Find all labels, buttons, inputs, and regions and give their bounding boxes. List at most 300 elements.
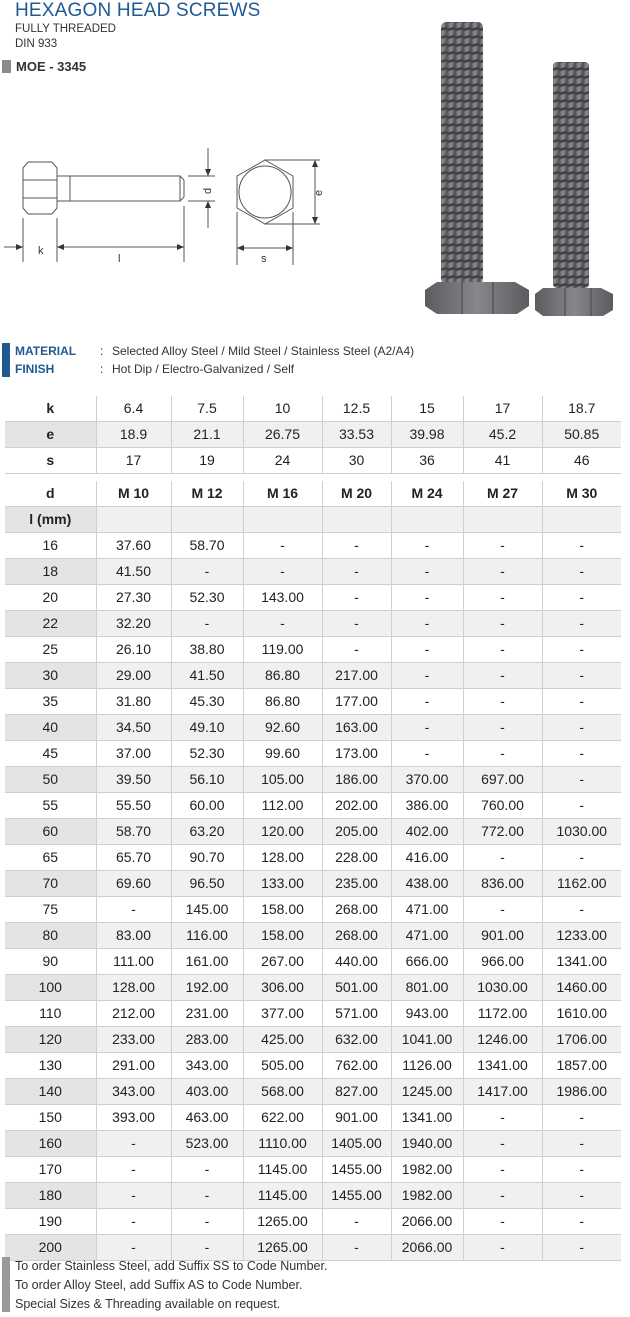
price-cell: 1405.00 (322, 1131, 391, 1157)
price-cell: - (463, 1235, 542, 1261)
table-row (5, 585, 621, 611)
price-cell: - (542, 1235, 621, 1261)
note-alloy: To order Alloy Steel, add Suffix AS to Code Number. (15, 1278, 303, 1292)
dimension-cell: 30 (322, 448, 391, 474)
price-cell: - (542, 1157, 621, 1183)
price-cell: - (171, 1209, 243, 1235)
price-cell: - (322, 585, 391, 611)
price-cell: 370.00 (391, 767, 463, 793)
price-cell: 471.00 (391, 897, 463, 923)
length-cell: 120 (5, 1027, 96, 1053)
price-cell: - (171, 1157, 243, 1183)
price-cell: - (463, 689, 542, 715)
length-cell: 150 (5, 1105, 96, 1131)
price-cell: 235.00 (322, 871, 391, 897)
length-cell: 80 (5, 923, 96, 949)
price-cell: - (391, 559, 463, 585)
price-cell: - (463, 741, 542, 767)
table-row (5, 793, 621, 819)
price-cell: 29.00 (96, 663, 171, 689)
length-cell: 30 (5, 663, 96, 689)
price-cell: - (542, 715, 621, 741)
size-header: M 27 (463, 481, 542, 507)
empty-cell (463, 507, 542, 533)
price-cell: 1145.00 (243, 1157, 322, 1183)
dimension-cell: 36 (391, 448, 463, 474)
price-cell: 177.00 (322, 689, 391, 715)
price-cell: - (542, 533, 621, 559)
price-cell: 1162.00 (542, 871, 621, 897)
price-cell: 1341.00 (463, 1053, 542, 1079)
table-row (5, 1105, 621, 1131)
price-cell: 568.00 (243, 1079, 322, 1105)
table-row (5, 949, 621, 975)
table-row (5, 715, 621, 741)
price-cell: 133.00 (243, 871, 322, 897)
size-header: M 12 (171, 481, 243, 507)
length-cell: 65 (5, 845, 96, 871)
table-row (5, 1053, 621, 1079)
size-header: M 20 (322, 481, 391, 507)
price-cell: 41.50 (171, 663, 243, 689)
finish-label: FINISH (15, 362, 55, 376)
price-cell: - (391, 611, 463, 637)
price-cell: 27.30 (96, 585, 171, 611)
dimension-cell: 10 (243, 396, 322, 422)
price-cell: 158.00 (243, 923, 322, 949)
length-cell: 50 (5, 767, 96, 793)
length-label-row (5, 507, 621, 533)
length-cell: 75 (5, 897, 96, 923)
price-cell: 38.80 (171, 637, 243, 663)
price-table (5, 481, 621, 1261)
price-cell: 83.00 (96, 923, 171, 949)
price-cell: 205.00 (322, 819, 391, 845)
d-label: d (5, 481, 96, 507)
price-cell: 99.60 (243, 741, 322, 767)
length-cell: 20 (5, 585, 96, 611)
price-cell: 425.00 (243, 1027, 322, 1053)
price-cell: 1145.00 (243, 1183, 322, 1209)
price-cell: - (463, 585, 542, 611)
price-cell: - (463, 1157, 542, 1183)
hex-chamfer-circle (239, 166, 291, 218)
price-cell: 827.00 (322, 1079, 391, 1105)
dimension-row (5, 396, 621, 422)
price-cell: 1417.00 (463, 1079, 542, 1105)
length-cell: 40 (5, 715, 96, 741)
large-bolt-head (425, 282, 529, 314)
price-cell: - (542, 767, 621, 793)
finish-colon: : (100, 362, 104, 376)
price-cell: 26.10 (96, 637, 171, 663)
price-cell: 1455.00 (322, 1183, 391, 1209)
label-d: d (202, 187, 214, 194)
label-e: e (313, 189, 325, 196)
price-cell: 523.00 (171, 1131, 243, 1157)
length-cell: 140 (5, 1079, 96, 1105)
price-cell: 1455.00 (322, 1157, 391, 1183)
dimension-cell: 41 (463, 448, 542, 474)
price-cell: - (391, 533, 463, 559)
price-cell: 267.00 (243, 949, 322, 975)
price-cell: 1030.00 (463, 975, 542, 1001)
length-cell: 130 (5, 1053, 96, 1079)
table-row (5, 637, 621, 663)
table-row (5, 689, 621, 715)
price-cell: 116.00 (171, 923, 243, 949)
table-row (5, 1001, 621, 1027)
dimension-cell: 50.85 (542, 422, 621, 448)
price-cell: 801.00 (391, 975, 463, 1001)
price-cell: - (171, 1183, 243, 1209)
dimension-row (5, 448, 621, 474)
price-cell: 41.50 (96, 559, 171, 585)
length-cell: 190 (5, 1209, 96, 1235)
price-cell: - (322, 533, 391, 559)
price-cell: 86.80 (243, 689, 322, 715)
price-cell: 128.00 (243, 845, 322, 871)
price-cell: 463.00 (171, 1105, 243, 1131)
material-marker (2, 343, 10, 377)
price-cell: - (463, 1105, 542, 1131)
large-bolt-shaft (441, 22, 483, 284)
price-cell: 37.60 (96, 533, 171, 559)
size-header: M 30 (542, 481, 621, 507)
price-cell: 86.80 (243, 663, 322, 689)
dimension-cell: 39.98 (391, 422, 463, 448)
table-row (5, 845, 621, 871)
price-cell: - (463, 845, 542, 871)
price-cell: - (243, 611, 322, 637)
price-cell: 37.00 (96, 741, 171, 767)
price-cell: 438.00 (391, 871, 463, 897)
dimension-cell: 18.9 (96, 422, 171, 448)
price-cell: 1341.00 (542, 949, 621, 975)
price-cell: - (391, 689, 463, 715)
price-cell: 772.00 (463, 819, 542, 845)
price-cell: - (391, 741, 463, 767)
price-cell: 119.00 (243, 637, 322, 663)
size-header-row (5, 481, 621, 507)
dimension-cell: 18.7 (542, 396, 621, 422)
small-bolt-head (535, 288, 613, 316)
price-cell: - (243, 559, 322, 585)
price-cell: - (463, 1183, 542, 1209)
price-cell: 112.00 (243, 793, 322, 819)
size-header: M 10 (96, 481, 171, 507)
price-cell: - (96, 1131, 171, 1157)
dimension-cell: 19 (171, 448, 243, 474)
price-cell: - (96, 1209, 171, 1235)
table-row (5, 975, 621, 1001)
price-cell: - (171, 559, 243, 585)
price-cell: - (463, 533, 542, 559)
length-cell: 16 (5, 533, 96, 559)
price-cell: 1246.00 (463, 1027, 542, 1053)
price-cell: 90.70 (171, 845, 243, 871)
price-cell: 1982.00 (391, 1157, 463, 1183)
length-cell: 70 (5, 871, 96, 897)
price-cell: - (463, 559, 542, 585)
price-cell: 92.60 (243, 715, 322, 741)
price-cell: - (322, 1235, 391, 1261)
empty-cell (542, 507, 621, 533)
price-cell: - (96, 1235, 171, 1261)
notes-marker (2, 1257, 10, 1312)
length-cell: 170 (5, 1157, 96, 1183)
price-cell: 386.00 (391, 793, 463, 819)
table-row (5, 871, 621, 897)
price-cell: 1233.00 (542, 923, 621, 949)
dimension-cell: 33.53 (322, 422, 391, 448)
table-row (5, 767, 621, 793)
price-cell: 49.10 (171, 715, 243, 741)
finish-row (15, 362, 294, 376)
price-cell: - (96, 1157, 171, 1183)
price-cell: 403.00 (171, 1079, 243, 1105)
price-cell: 31.80 (96, 689, 171, 715)
price-cell: 192.00 (171, 975, 243, 1001)
material-row (15, 344, 414, 358)
price-cell: - (542, 689, 621, 715)
page-title: HEXAGON HEAD SCREWS (15, 0, 261, 21)
label-s: s (261, 253, 267, 265)
price-cell: 32.20 (96, 611, 171, 637)
material-value: Selected Alloy Steel / Mild Steel / Stainless Steel (A2/A4) (112, 344, 415, 358)
length-cell: 22 (5, 611, 96, 637)
price-cell: 231.00 (171, 1001, 243, 1027)
product-code-row (2, 58, 86, 74)
price-cell: - (391, 663, 463, 689)
price-cell: 1460.00 (542, 975, 621, 1001)
price-cell: 58.70 (96, 819, 171, 845)
length-cell: 25 (5, 637, 96, 663)
price-cell: 1857.00 (542, 1053, 621, 1079)
length-cell: 45 (5, 741, 96, 767)
table-row (5, 897, 621, 923)
price-cell: - (542, 845, 621, 871)
price-cell: 128.00 (96, 975, 171, 1001)
price-cell: 58.70 (171, 533, 243, 559)
bolt-head-top (237, 160, 293, 224)
code-marker (2, 60, 11, 73)
price-cell: 505.00 (243, 1053, 322, 1079)
price-cell: 212.00 (96, 1001, 171, 1027)
price-cell: 762.00 (322, 1053, 391, 1079)
price-cell: 2066.00 (391, 1209, 463, 1235)
bolt-shank (57, 176, 180, 201)
price-cell: 1706.00 (542, 1027, 621, 1053)
dimension-row (5, 422, 621, 448)
price-cell: - (322, 559, 391, 585)
price-cell: - (542, 793, 621, 819)
price-cell: 63.20 (171, 819, 243, 845)
price-cell: - (542, 637, 621, 663)
price-cell: 163.00 (322, 715, 391, 741)
price-cell: 1982.00 (391, 1183, 463, 1209)
dimension-cell: 26.75 (243, 422, 322, 448)
dimension-cell: 12.5 (322, 396, 391, 422)
price-cell: 69.60 (96, 871, 171, 897)
price-cell: 268.00 (322, 897, 391, 923)
price-cell: 1341.00 (391, 1105, 463, 1131)
dimension-cell: 21.1 (171, 422, 243, 448)
price-cell: 836.00 (463, 871, 542, 897)
table-row (5, 1183, 621, 1209)
price-cell: 217.00 (322, 663, 391, 689)
table-row (5, 1235, 621, 1261)
price-cell: 760.00 (463, 793, 542, 819)
price-cell: - (96, 1183, 171, 1209)
note-stainless: To order Stainless Steel, add Suffix SS to Code Number. (15, 1259, 328, 1273)
length-cell: 90 (5, 949, 96, 975)
price-cell: 440.00 (322, 949, 391, 975)
price-cell: 65.70 (96, 845, 171, 871)
price-cell: - (391, 715, 463, 741)
dimension-cell: 46 (542, 448, 621, 474)
table-row (5, 1131, 621, 1157)
price-cell: 45.30 (171, 689, 243, 715)
price-cell: 233.00 (96, 1027, 171, 1053)
price-cell: 622.00 (243, 1105, 322, 1131)
price-cell: 1172.00 (463, 1001, 542, 1027)
length-cell: 160 (5, 1131, 96, 1157)
price-cell: 202.00 (322, 793, 391, 819)
note-special: Special Sizes & Threading available on request. (15, 1297, 281, 1311)
price-cell: - (463, 1209, 542, 1235)
table-row (5, 923, 621, 949)
price-cell: - (542, 1131, 621, 1157)
price-cell: 120.00 (243, 819, 322, 845)
length-cell: 18 (5, 559, 96, 585)
price-cell: - (542, 663, 621, 689)
price-cell: 697.00 (463, 767, 542, 793)
price-cell: 343.00 (171, 1053, 243, 1079)
price-cell: 291.00 (96, 1053, 171, 1079)
small-bolt-shaft (553, 62, 589, 288)
price-cell: - (463, 715, 542, 741)
price-cell: 186.00 (322, 767, 391, 793)
dimension-cell: 45.2 (463, 422, 542, 448)
price-cell: 966.00 (463, 949, 542, 975)
price-cell: 1126.00 (391, 1053, 463, 1079)
price-cell: - (463, 663, 542, 689)
price-cell: 416.00 (391, 845, 463, 871)
size-header: M 24 (391, 481, 463, 507)
price-cell: 60.00 (171, 793, 243, 819)
price-cell: 1940.00 (391, 1131, 463, 1157)
price-cell: 1265.00 (243, 1209, 322, 1235)
price-cell: 377.00 (243, 1001, 322, 1027)
price-cell: 1610.00 (542, 1001, 621, 1027)
material-label: MATERIAL (15, 344, 77, 358)
price-cell: 105.00 (243, 767, 322, 793)
price-cell: 39.50 (96, 767, 171, 793)
length-cell: 55 (5, 793, 96, 819)
label-l: l (118, 253, 121, 265)
dimension-cell: 7.5 (171, 396, 243, 422)
length-cell: 180 (5, 1183, 96, 1209)
price-cell: 56.10 (171, 767, 243, 793)
price-cell: 1265.00 (243, 1235, 322, 1261)
price-cell: - (171, 1235, 243, 1261)
price-cell: - (542, 559, 621, 585)
price-cell: 943.00 (391, 1001, 463, 1027)
price-cell: 52.30 (171, 741, 243, 767)
empty-cell (96, 507, 171, 533)
price-cell: - (171, 611, 243, 637)
table-row (5, 611, 621, 637)
price-cell: - (542, 1183, 621, 1209)
table-row (5, 1027, 621, 1053)
price-cell: 901.00 (322, 1105, 391, 1131)
price-cell: 306.00 (243, 975, 322, 1001)
price-cell: 901.00 (463, 923, 542, 949)
price-cell: - (322, 1209, 391, 1235)
length-label: l (mm) (5, 507, 96, 533)
table-row (5, 819, 621, 845)
price-cell: 55.50 (96, 793, 171, 819)
size-header: M 16 (243, 481, 322, 507)
price-cell: - (542, 1209, 621, 1235)
price-cell: - (391, 585, 463, 611)
price-cell: - (542, 741, 621, 767)
price-cell: - (463, 1131, 542, 1157)
table-row (5, 1157, 621, 1183)
table-row (5, 533, 621, 559)
price-cell: - (542, 897, 621, 923)
price-cell: - (96, 897, 171, 923)
dimension-cell: 17 (463, 396, 542, 422)
price-cell: 1030.00 (542, 819, 621, 845)
price-cell: 2066.00 (391, 1235, 463, 1261)
subtitle-threading: FULLY THREADED (15, 23, 116, 35)
dimension-label: e (5, 422, 96, 448)
length-cell: 100 (5, 975, 96, 1001)
table-row (5, 559, 621, 585)
empty-cell (171, 507, 243, 533)
price-cell: 158.00 (243, 897, 322, 923)
product-code: MOE - 3345 (16, 58, 87, 74)
price-cell: - (542, 1105, 621, 1131)
price-cell: 393.00 (96, 1105, 171, 1131)
label-k: k (38, 245, 44, 257)
empty-cell (322, 507, 391, 533)
technical-drawing (0, 140, 330, 270)
table-row (5, 741, 621, 767)
price-cell: 343.00 (96, 1079, 171, 1105)
price-cell: 283.00 (171, 1027, 243, 1053)
bolt-product-photo (415, 0, 630, 330)
length-cell: 110 (5, 1001, 96, 1027)
length-cell: 60 (5, 819, 96, 845)
price-cell: 1986.00 (542, 1079, 621, 1105)
price-cell: - (463, 897, 542, 923)
price-cell: 402.00 (391, 819, 463, 845)
subtitle-standard: DIN 933 (15, 38, 58, 50)
dimension-cell: 6.4 (96, 396, 171, 422)
price-cell: - (463, 611, 542, 637)
empty-cell (391, 507, 463, 533)
price-cell: 145.00 (171, 897, 243, 923)
price-cell: 471.00 (391, 923, 463, 949)
empty-cell (243, 507, 322, 533)
price-cell: - (243, 533, 322, 559)
length-cell: 200 (5, 1235, 96, 1261)
price-cell: 96.50 (171, 871, 243, 897)
price-cell: - (391, 637, 463, 663)
